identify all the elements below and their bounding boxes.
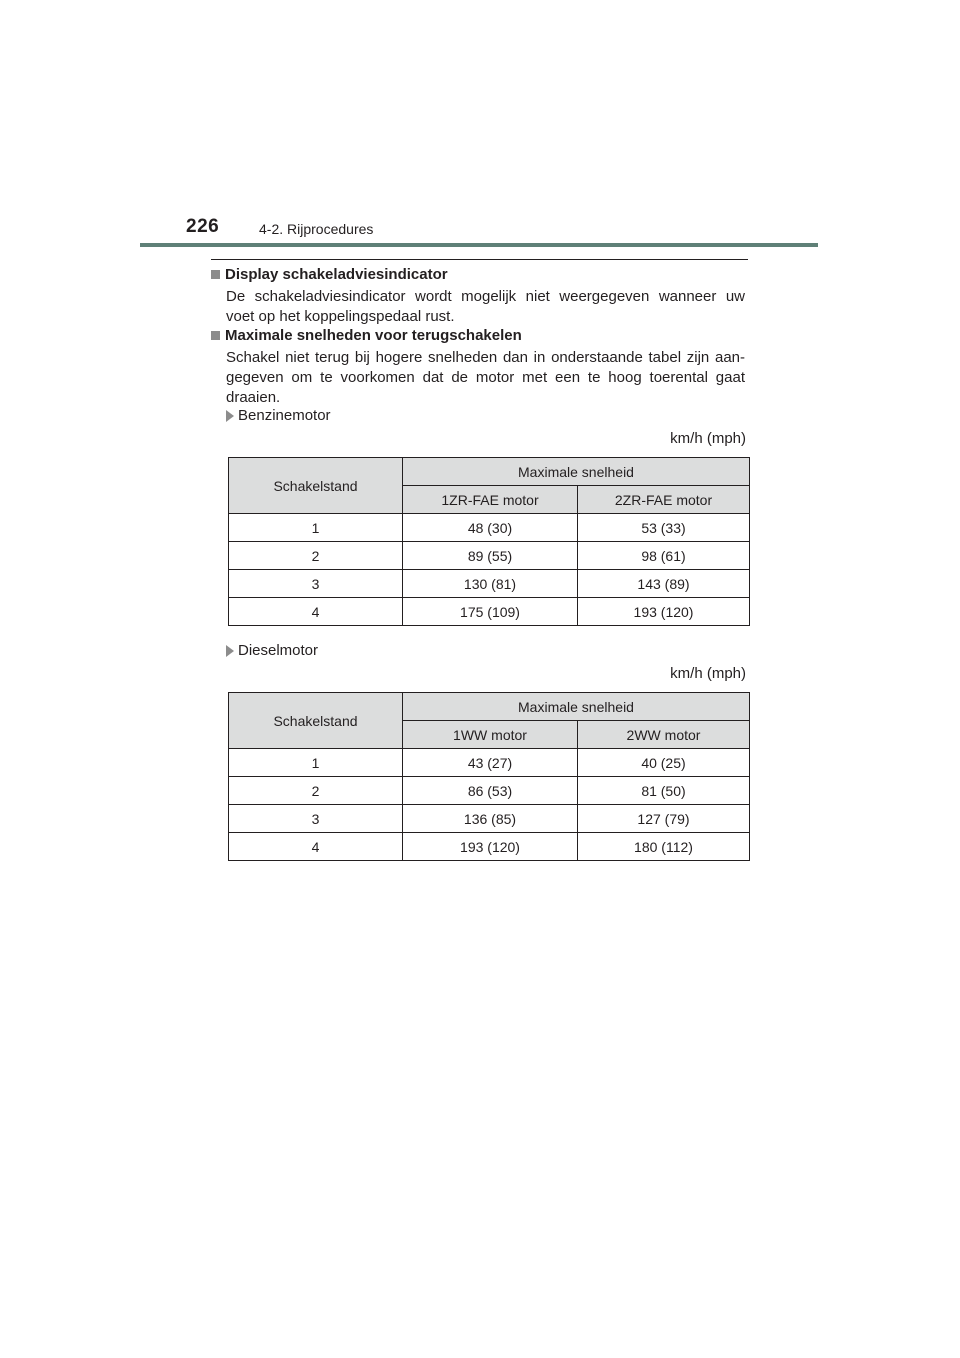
gear-column-header: Schakelstand bbox=[229, 458, 403, 514]
paragraph-line: gegeven om te voorkomen dat de motor met een te hoog toerental gaat bbox=[226, 369, 745, 386]
speed-cell: 43 (27) bbox=[403, 749, 578, 777]
petrol-speed-table bbox=[228, 457, 750, 626]
section-title: 4-2. Rijprocedures bbox=[259, 221, 374, 237]
speed-cell: 143 (89) bbox=[578, 570, 750, 598]
speed-cell: 175 (109) bbox=[403, 598, 578, 626]
speed-cell: 81 (50) bbox=[578, 777, 750, 805]
gear-cell: 3 bbox=[229, 805, 403, 833]
speed-cell: 53 (33) bbox=[578, 514, 750, 542]
table-header-row bbox=[229, 458, 750, 486]
table-row bbox=[229, 514, 750, 542]
speed-cell: 193 (120) bbox=[578, 598, 750, 626]
header-rule bbox=[140, 243, 818, 247]
paragraph-line: De schakeladviesindicator wordt mogelijk niet weergegeven wanneer uw bbox=[226, 288, 745, 305]
speed-cell: 127 (79) bbox=[578, 805, 750, 833]
petrol-label bbox=[226, 407, 331, 424]
engine-column-header: 2WW motor bbox=[578, 721, 750, 749]
diesel-label-text: Dieselmotor bbox=[238, 642, 319, 659]
gear-cell: 2 bbox=[229, 542, 403, 570]
speed-cell: 98 (61) bbox=[578, 542, 750, 570]
speed-cell: 89 (55) bbox=[403, 542, 578, 570]
square-bullet-icon bbox=[211, 270, 220, 279]
gear-cell: 1 bbox=[229, 749, 403, 777]
gear-cell: 4 bbox=[229, 833, 403, 861]
display-heading bbox=[211, 266, 448, 283]
petrol-unit: km/h (mph) bbox=[670, 430, 746, 447]
speed-cell: 180 (112) bbox=[578, 833, 750, 861]
display-paragraph bbox=[226, 287, 745, 327]
divider bbox=[211, 259, 748, 260]
engine-column-header: 1ZR-FAE motor bbox=[403, 486, 578, 514]
downshift-heading-text: Maximale snelheden voor terugschakelen bbox=[225, 327, 522, 344]
gear-column-header: Schakelstand bbox=[229, 693, 403, 749]
table-row bbox=[229, 749, 750, 777]
table-header-row bbox=[229, 693, 750, 721]
engine-column-header: 1WW motor bbox=[403, 721, 578, 749]
table-row bbox=[229, 777, 750, 805]
paragraph-line: voet op het koppelingspedaal rust. bbox=[226, 308, 455, 325]
max-speed-group-header: Maximale snelheid bbox=[403, 693, 750, 721]
speed-cell: 136 (85) bbox=[403, 805, 578, 833]
table-row bbox=[229, 570, 750, 598]
petrol-label-text: Benzinemotor bbox=[238, 407, 331, 424]
table-row bbox=[229, 542, 750, 570]
downshift-heading bbox=[211, 327, 522, 344]
speed-cell: 40 (25) bbox=[578, 749, 750, 777]
speed-cell: 48 (30) bbox=[403, 514, 578, 542]
table-row bbox=[229, 833, 750, 861]
engine-column-header: 2ZR-FAE motor bbox=[578, 486, 750, 514]
diesel-label bbox=[226, 642, 318, 659]
display-heading-text: Display schakeladviesindicator bbox=[225, 266, 448, 283]
max-speed-group-header: Maximale snelheid bbox=[403, 458, 750, 486]
speed-cell: 193 (120) bbox=[403, 833, 578, 861]
arrow-bullet-icon bbox=[226, 645, 234, 657]
downshift-paragraph bbox=[226, 348, 745, 408]
diesel-unit: km/h (mph) bbox=[670, 665, 746, 682]
square-bullet-icon bbox=[211, 331, 220, 340]
table-row bbox=[229, 598, 750, 626]
gear-cell: 4 bbox=[229, 598, 403, 626]
diesel-speed-table bbox=[228, 692, 750, 861]
paragraph-line: Schakel niet terug bij hogere snelheden dan in onderstaande tabel zijn aan- bbox=[226, 349, 745, 366]
paragraph-line: draaien. bbox=[226, 389, 281, 406]
gear-cell: 2 bbox=[229, 777, 403, 805]
page-number: 226 bbox=[186, 216, 220, 237]
gear-cell: 1 bbox=[229, 514, 403, 542]
table-row bbox=[229, 805, 750, 833]
arrow-bullet-icon bbox=[226, 410, 234, 422]
speed-cell: 86 (53) bbox=[403, 777, 578, 805]
gear-cell: 3 bbox=[229, 570, 403, 598]
speed-cell: 130 (81) bbox=[403, 570, 578, 598]
